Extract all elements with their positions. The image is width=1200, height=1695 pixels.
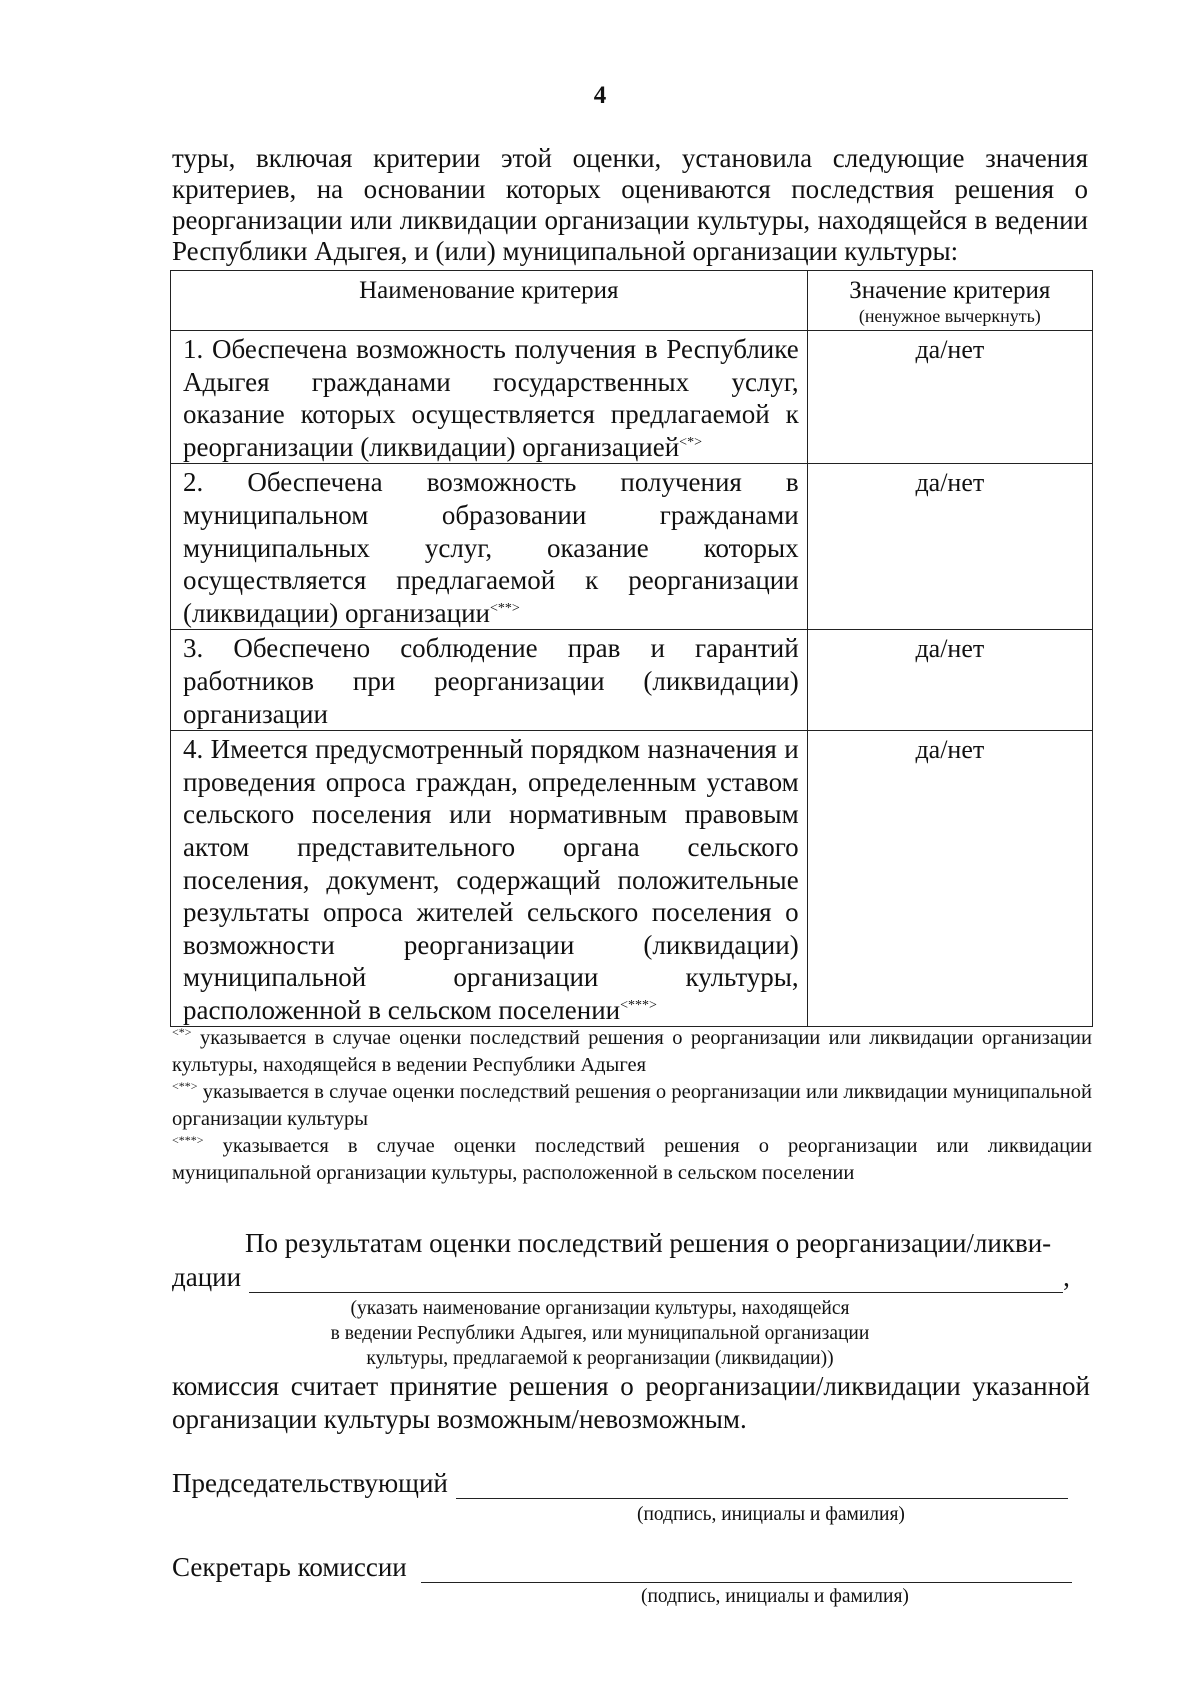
footnote-mark: <***> [620, 997, 657, 1013]
footnote: <***> указывается в случае оценки последствий решения о реорганизации или ликвидации муниципальной организации культуры, расположенной в сельском поселении [172, 1133, 1092, 1184]
table-header-row [171, 271, 1093, 331]
page-number: 4 [593, 82, 607, 109]
footnotes [172, 1025, 1092, 1187]
organization-name-blank[interactable] [249, 1266, 1063, 1293]
table-row [171, 731, 1093, 1027]
criterion-text: 3. Обеспечено соблюдение прав и гарантий работников при реорганизации (ликвидации) организации [171, 630, 808, 731]
header-value-note: (ненужное вычеркнуть) [858, 306, 1041, 326]
criterion-text: 4. Имеется предусмотренный порядком назначения и проведения опроса граждан, определенным уставом сельского поселения или нормативным правовым актом представительного органа сельского поселения, документ, содержащий положительные результаты опроса жителей сельского поселения о возможности реорганизации (ликвидации) муниципальной организации культуры, расположенной в сельском поселении<***> [171, 731, 808, 1027]
criterion-text: 2. Обеспечена возможность получения в муниципальном образовании гражданами муниципальных услуг, оказание которых осуществляется предлагаемой к реорганизации (ликвидации) организации<**> [171, 464, 808, 630]
secretary-signature-blank[interactable] [421, 1556, 1072, 1583]
footnote: <**> указывается в случае оценки последствий решения о реорганизации или ликвидации муниципальной организации культуры [172, 1079, 1092, 1130]
result-line-2-prefix: дации [172, 1262, 242, 1292]
criterion-value: да/нет [807, 331, 1092, 464]
table-row [171, 464, 1093, 630]
chairman-label: Председательствующий [172, 1468, 448, 1498]
criteria-table [170, 270, 1093, 1027]
criterion-text: 1. Обеспечена возможность получения в Республике Адыгея гражданами государственных услуг, оказание которых осуществляется предлагаемой к реорганизации (ликвидации) организацией<*> [171, 331, 808, 464]
conclusion-paragraph: комиссия считает принятие решения о реорганизации/ликвидации указанной организации культуры возможным/невозможным. [172, 1371, 1090, 1434]
intro-last-line: Республики Адыгея, и (или) муниципальной организации культуры: [172, 236, 959, 266]
footnote-mark: <*> [679, 434, 702, 450]
chairman-signature-blank[interactable] [456, 1472, 1068, 1499]
footnote-mark: <**> [172, 1079, 198, 1093]
header-criterion-name: Наименование критерия [171, 271, 808, 331]
intro-paragraph: туры, включая критерии этой оценки, установила следующие значения критериев, на основании которых оцениваются последствия решения о реорганизации или ликвидации организации культуры, находящейся в ведении [172, 143, 1088, 235]
result-line-2 [172, 1262, 1092, 1293]
criterion-value: да/нет [807, 630, 1092, 731]
secretary-signature-caption: (подпись, инициалы и фамилия) [641, 1586, 909, 1607]
secretary-label: Секретарь комиссии [172, 1552, 407, 1582]
chairman-signature-caption: (подпись, инициалы и фамилия) [637, 1504, 905, 1525]
organization-caption-line: культуры, предлагаемой к реорганизации (ликвидации)) [366, 1348, 834, 1369]
footnote: <*> указывается в случае оценки последствий решения о реорганизации или ликвидации организации культуры, находящейся в ведении Республики Адыгея [172, 1025, 1092, 1076]
result-line-1: По результатам оценки последствий решения о реорганизации/ликви- [245, 1228, 1052, 1258]
result-line-2-suffix: , [1063, 1262, 1070, 1292]
footnote-mark: <*> [172, 1025, 192, 1039]
organization-caption-line: (указать наименование организации культуры, находящейся [350, 1298, 850, 1319]
criterion-value: да/нет [807, 464, 1092, 630]
header-criterion-value [807, 271, 1092, 331]
table-row [171, 630, 1093, 731]
chairman-signature-row [172, 1468, 1068, 1499]
header-value-title: Значение критерия [849, 277, 1051, 304]
footnote-mark: <**> [490, 600, 520, 616]
criterion-value: да/нет [807, 731, 1092, 1027]
organization-caption-line: в ведении Республики Адыгея, или муниципальной организации [330, 1323, 870, 1344]
table-row [171, 331, 1093, 464]
secretary-signature-row [172, 1552, 1072, 1583]
footnote-mark: <***> [172, 1133, 204, 1147]
